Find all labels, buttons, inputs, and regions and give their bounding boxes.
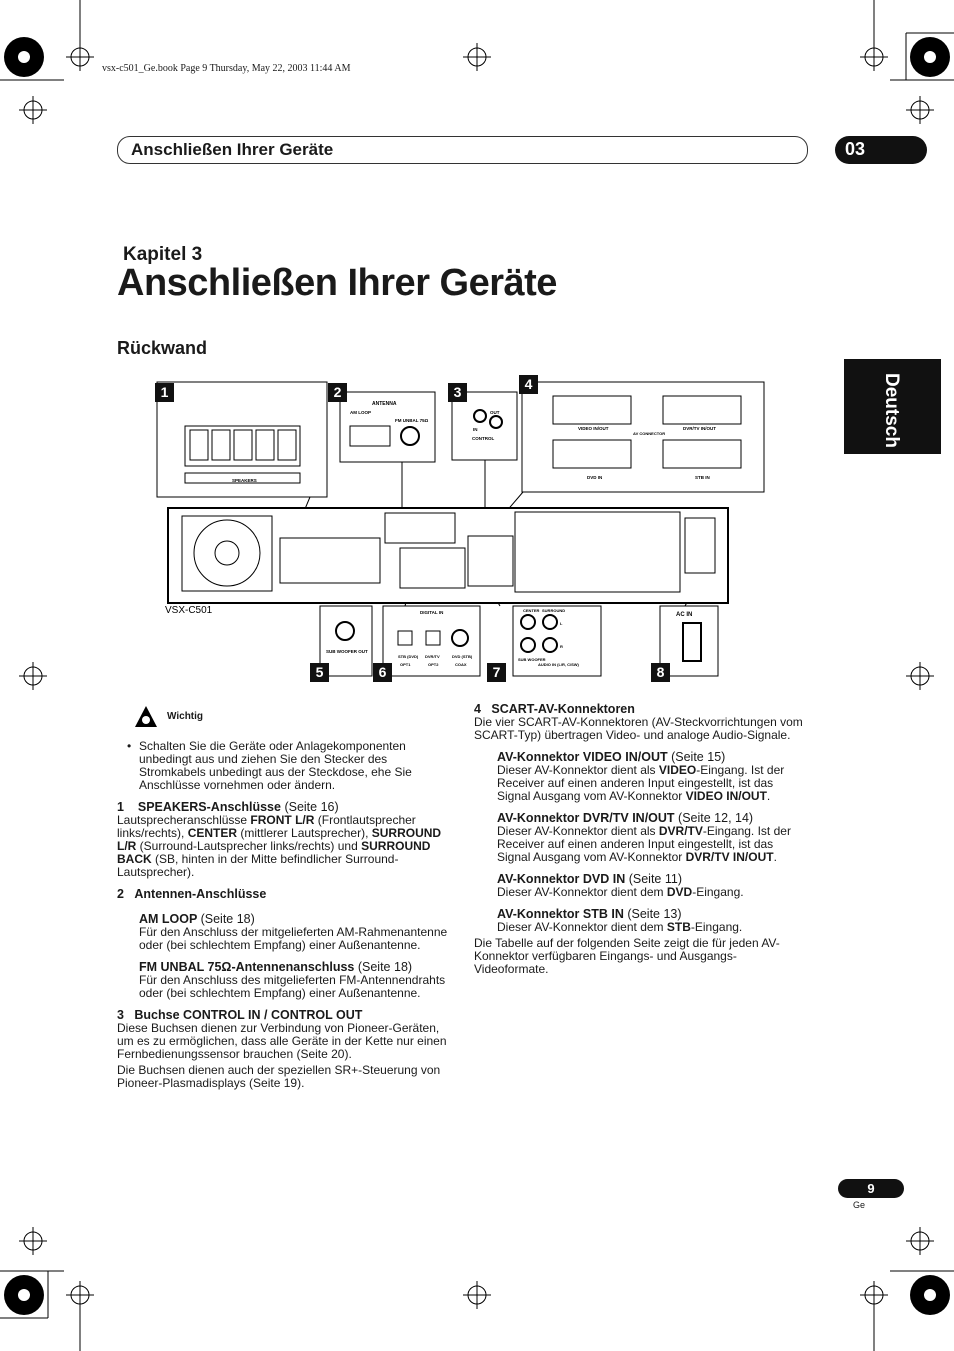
label-l: L (560, 621, 563, 626)
chapter-label: Kapitel 3 (123, 244, 203, 265)
label-in: IN (473, 427, 478, 432)
label-audio-in: AUDIO IN (L/R, C/SW) (538, 662, 579, 667)
label-out: OUT (490, 410, 500, 415)
label-stb-dvd: STB (DVD) (398, 654, 419, 659)
running-header (117, 136, 808, 164)
label-av-connector: AV CONNECTOR (633, 431, 666, 436)
chapter-number: 03 (845, 139, 866, 159)
callout-badge-6: 6 (373, 663, 392, 682)
page-title: Anschließen Ihrer Geräte (117, 262, 557, 304)
video-heading: AV-Konnektor VIDEO IN/OUT (Seite 15) (497, 750, 726, 764)
callout-control-box (452, 392, 517, 460)
warning-text: Schalten Sie die Geräte oder Anlagekomponenten unbedingt aus und ziehen Sie den Stecker des Stromkabels unbedingt aus der Steckdose, ehe Sie Anschlüsse vornehmen oder ändern. (139, 739, 412, 792)
label-speakers: SPEAKERS (232, 478, 257, 483)
label-r: R (560, 644, 563, 649)
file-info: vsx-c501_Ge.book Page 9 Thursday, May 22, 2003 11:44 AM (102, 63, 351, 74)
starburst-mark-tl (4, 37, 44, 77)
s3-text-1: Diese Buchsen dienen zur Verbindung von Pioneer-Geräten, um es zu ermöglichen, dass alle Geräte in der Kette nur einen Fernbedienungssensor brauchen (Seite 20). (117, 1021, 447, 1061)
label-ac-in: AC IN (676, 612, 693, 618)
crosshair-mark (906, 1227, 934, 1255)
crosshair-mark (463, 43, 491, 71)
rear-panel-diagram (150, 378, 770, 688)
crosshair-mark (66, 43, 94, 71)
label-stb-in: STB IN (695, 475, 710, 480)
left-column (117, 801, 452, 1090)
callout-badge-3: 3 (448, 383, 467, 402)
dvd-heading: AV-Konnektor DVD IN (Seite 11) (497, 872, 682, 886)
s4-outro: Die Tabelle auf der folgenden Seite zeigt die für jeden AV-Konnektor verfügbaren Eingangs- und Ausgangs-Videoformate. (474, 936, 780, 976)
fm-text: Für den Anschluss des mitgelieferten FM-Antennendrahts oder (bei schlechtem Empfang) einer Außenantenne. (139, 973, 446, 1000)
starburst-mark-br (910, 1275, 950, 1315)
crosshair-mark (19, 662, 47, 690)
stb-text: Dieser AV-Konnektor dient dem STB-Eingang. (497, 920, 743, 934)
callout-badge-5: 5 (310, 663, 329, 682)
label-sub-woofer: SUB WOOFER (518, 657, 546, 662)
dvr-text: Dieser AV-Konnektor dient als DVR/TV-Eingang. Ist der Receiver auf einen anderen Input eingestellt, ist das Signal Ausgang vom AV-Konnektor DVR/TV IN/OUT. (497, 824, 791, 864)
section-title: Rückwand (117, 338, 208, 358)
crosshair-mark (66, 1281, 94, 1309)
label-center: CENTER (523, 608, 540, 613)
s1-title: SPEAKERS-Anschlüsse (137, 800, 281, 814)
chapter-number-tab (835, 136, 927, 164)
warning-title: Wichtig (167, 711, 204, 722)
callout-badge-7: 7 (487, 663, 506, 682)
receiver-back-panel (168, 508, 728, 603)
callout-scart-box (522, 382, 764, 492)
warning-hand-icon (134, 705, 158, 729)
dvd-text: Dieser AV-Konnektor dient dem DVD-Eingang. (497, 885, 744, 899)
model-name: VSX-C501 (165, 605, 213, 616)
fm-heading: FM UNBAL 75Ω-Antennenanschluss (Seite 18) (139, 960, 413, 974)
label-opt1: OPT1 (400, 662, 411, 667)
label-control: CONTROL (472, 436, 495, 441)
running-header-title: Anschließen Ihrer Geräte (131, 140, 334, 159)
s1-text: Lautsprecheranschlüsse FRONT L/R (Frontlautsprecher links/rechts), CENTER (mittlerer Lautsprecher), SURROUND L/R (Surround-Lautsprecher links/rechts) und SURROUND BACK (SB, hinten in der Mitte befindlicher Surround-Lautsprecher). (117, 813, 442, 879)
crosshair-mark (860, 43, 888, 71)
right-column (474, 703, 809, 976)
s4-heading: 4 SCART-AV-Konnektoren (474, 702, 635, 716)
label-antenna: ANTENNA (372, 401, 397, 407)
warning-bullet: • Schalten Sie die Geräte oder Anlagekomponenten unbedingt aus und ziehen Sie den Stecker des Stromkabels unbedingt aus der Steckdose, ehe Sie Anschlüsse vornehmen oder ändern. (127, 740, 432, 792)
starburst-mark-tr (910, 37, 950, 77)
callout-badge-8: 8 (651, 663, 670, 682)
label-dvd-in: DVD IN (587, 475, 603, 480)
crosshair-mark (906, 662, 934, 690)
callout-badge-4: 4 (519, 375, 538, 394)
am-loop-heading: AM LOOP (Seite 18) (139, 912, 255, 926)
label-surround: SURROUND (542, 608, 566, 613)
label-coax: COAX (455, 662, 467, 667)
crosshair-mark (19, 96, 47, 124)
label-dvd-stb: DVD (STB) (452, 654, 473, 659)
language-side-tab (844, 359, 941, 454)
am-loop-text: Für den Anschluss der mitgelieferten AM-Rahmenantenne oder (bei schlechtem Empfang) einer Außenantenne. (139, 925, 448, 952)
crosshair-mark (906, 96, 934, 124)
video-text: Dieser AV-Konnektor dient als VIDEO-Eingang. Ist der Receiver auf einen anderen Input eingestellt, ist das Signal Ausgang vom AV-Konnektor VIDEO IN/OUT. (497, 763, 785, 803)
language-label: Deutsch (881, 373, 902, 448)
dvr-heading: AV-Konnektor DVR/TV IN/OUT (Seite 12, 14) (497, 811, 754, 825)
label-am-loop: AM LOOP (350, 410, 371, 415)
label-sub-woofer-out: SUB WOOFER OUT (326, 649, 368, 654)
s3-heading: 3 Buchse CONTROL IN / CONTROL OUT (117, 1008, 363, 1022)
s2-heading: 2 Antennen-Anschlüsse (117, 887, 267, 901)
starburst-mark-bl (4, 1275, 44, 1315)
label-dvr-tv: DVR/TV (425, 654, 440, 659)
language-code: Ge (853, 1200, 866, 1210)
crosshair-mark (860, 1281, 888, 1309)
stb-heading: AV-Konnektor STB IN (Seite 13) (497, 907, 682, 921)
label-dvr-tv-in-out: DVR/TV IN/OUT (683, 426, 717, 431)
crosshair-mark (19, 1227, 47, 1255)
label-video-in-out: VIDEO IN/OUT (578, 426, 609, 431)
s1-num: 1 (117, 800, 124, 814)
callout-badge-2: 2 (328, 383, 347, 402)
s3-text-2: Die Buchsen dienen auch der speziellen SR+-Steuerung von Pioneer-Plasmadisplays (Seite 19). (117, 1063, 441, 1090)
label-opt2: OPT2 (428, 662, 439, 667)
s1-ref: (Seite 16) (284, 800, 339, 814)
page-number: 9 (838, 1179, 904, 1198)
s4-intro: Die vier SCART-AV-Konnektoren (AV-Steckvorrichtungen vom SCART-Typ) übertragen Video- und analoge Audio-Signale. (474, 715, 803, 742)
label-digital-in: DIGITAL IN (420, 610, 444, 615)
crosshair-mark (463, 1281, 491, 1309)
label-fm-unbal: FM UNBAL 75Ω (395, 418, 429, 423)
callout-badge-1: 1 (155, 383, 174, 402)
